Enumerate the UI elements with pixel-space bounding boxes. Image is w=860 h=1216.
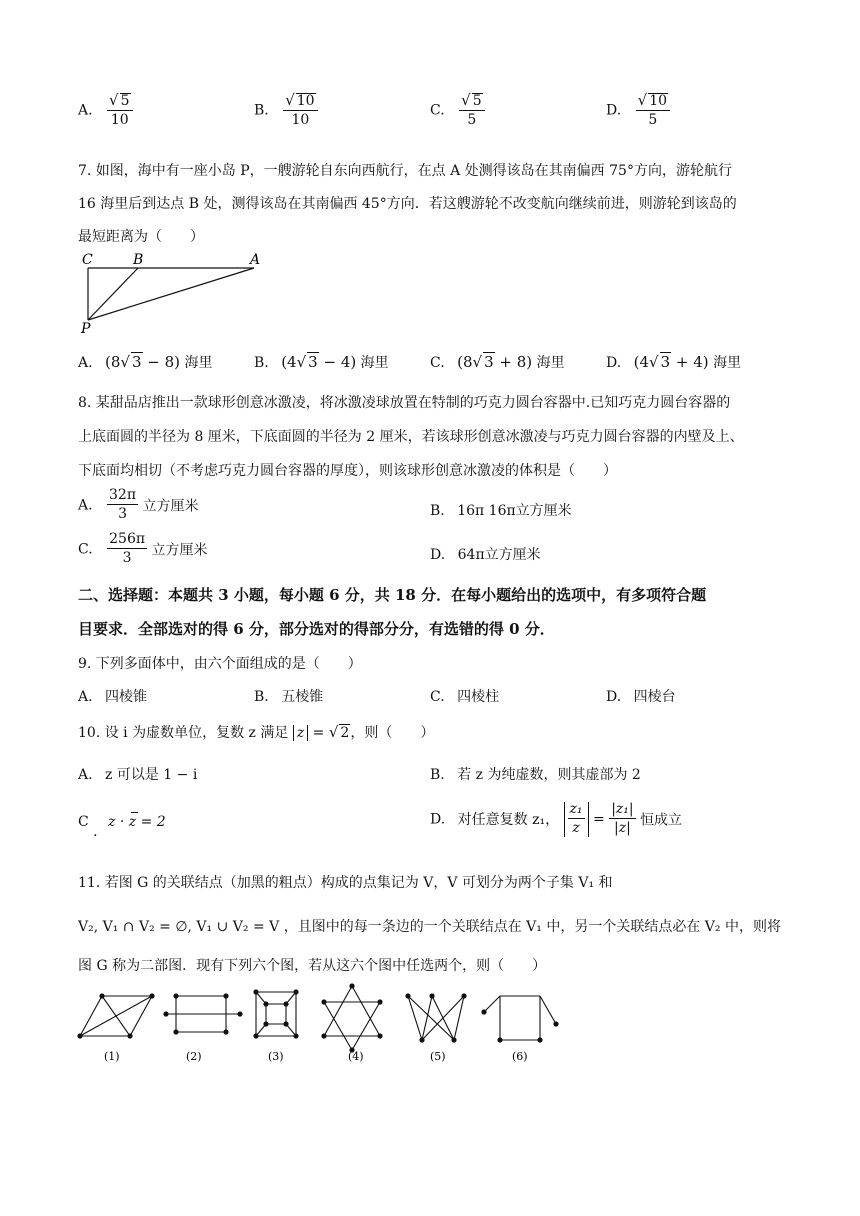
fraction xyxy=(107,488,138,523)
expr-post: − 8) xyxy=(142,353,181,371)
section-2-heading-line-1: 二、选择题：本题共 3 小题，每小题 6 分，共 18 分．在每小题给出的选项中，有多项符合题 xyxy=(78,586,707,604)
option-text: z 可以是 1 − i xyxy=(105,767,198,783)
fraction: $\frac{√ 10}{10}$ xyxy=(283,92,317,129)
fraction: $\frac{√ 5}{10}$ xyxy=(107,92,132,129)
q9-option-a xyxy=(78,686,147,706)
option-text: 64π立方厘米 xyxy=(457,547,541,563)
q9-stem: 9. 下列多面体中，由六个面组成的是（ ） xyxy=(78,656,362,672)
q6-option-b xyxy=(254,92,318,129)
option-label: B. xyxy=(254,102,269,119)
denominator: 3 xyxy=(122,550,132,567)
q7-option-c: C. (8√ 3 + 8) 海里 xyxy=(430,353,565,371)
sqrt-radicand: 10 xyxy=(649,93,668,109)
graph-3-label: (3) xyxy=(268,1050,284,1063)
option-text: z · z = 2 xyxy=(108,814,166,830)
q11-line-2: V₂, V₁ ∩ V₂ = ∅, V₁ ∪ V₂ = V ，且图中的每一条边的一个关联结点在 V₁ 中，另一个关联结点必在 V₂ 中，则将 xyxy=(78,919,781,935)
stem-text: 10. 设 i 为虚数单位，复数 z 满足 xyxy=(78,725,289,741)
q9-option-c xyxy=(430,686,499,706)
expr-post: − 4) xyxy=(318,353,357,371)
option-label: D. xyxy=(606,355,622,371)
option-label: D. xyxy=(606,689,622,705)
option-label: A. xyxy=(78,355,93,371)
abs-fraction-left xyxy=(564,802,589,837)
sqrt-radicand: 3 xyxy=(484,353,494,371)
q8-option-c xyxy=(78,532,208,567)
point-label-p: P xyxy=(81,321,91,336)
q8-line-3: 下底面均相切（不考虑巧克力圆台容器的厚度），则该球形创意冰激凌的体积是（ ） xyxy=(78,463,617,479)
option-label: D. xyxy=(430,547,446,563)
option-label: B. xyxy=(254,355,269,371)
sqrt-radicand: 5 xyxy=(472,93,482,109)
graph-6 xyxy=(481,996,558,1063)
expr-pre: (4 xyxy=(281,353,297,371)
graph-3 xyxy=(253,989,298,1063)
numerator: 32π xyxy=(107,488,138,505)
sqrt-radicand: 3 xyxy=(131,353,142,371)
denominator: z xyxy=(572,820,580,837)
expr-pre: (8 xyxy=(457,353,473,371)
q9-option-d xyxy=(606,686,676,706)
graph-2-label: (2) xyxy=(186,1050,202,1063)
q11-graphs xyxy=(70,980,570,1068)
option-label: C. xyxy=(430,689,445,705)
option-text: 若 z 为纯虚数，则其虚部为 2 xyxy=(457,767,641,783)
numerator: |z₁| xyxy=(609,802,635,819)
q8-line-2: 上底面圆的半径为 8 厘米，下底面圆的半径为 2 厘米，若该球形创意冰激凌与巧克力圆台容器的内壁及上、 xyxy=(78,429,744,445)
option-dot: . xyxy=(93,824,98,840)
q10-option-a xyxy=(78,764,197,784)
unit: 海里 xyxy=(713,355,742,371)
point-label-c: C xyxy=(82,252,93,268)
option-label: D. xyxy=(606,102,622,119)
graph-5 xyxy=(405,993,466,1063)
option-label: A. xyxy=(78,497,93,514)
graph-2 xyxy=(163,993,242,1063)
sqrt-radicand: 3 xyxy=(660,353,671,371)
unit: 海里 xyxy=(360,355,389,371)
q8-option-a xyxy=(78,488,198,523)
expr-pre: (4 xyxy=(633,353,650,371)
sqrt-radicand: 5 xyxy=(120,93,130,109)
fraction xyxy=(107,532,147,567)
fraction: $\frac{√ 10}{5}$ xyxy=(636,92,670,129)
option-label: C xyxy=(78,814,89,830)
q10-option-c xyxy=(78,814,166,840)
q7-figure xyxy=(76,248,276,336)
option-label: B. xyxy=(430,767,445,783)
expr-pre: (8 xyxy=(105,353,121,371)
q7-line-2: 16 海里后到达点 B 处，测得该岛在其南偏西 45°方向．若这艘游轮不改变航向继续前进，则游轮到该岛的 xyxy=(78,196,737,212)
numerator: 256π xyxy=(107,532,147,549)
option-label: A. xyxy=(78,102,93,119)
q7-line-3: 最短距离为（ ） xyxy=(78,229,204,245)
denominator: 5 xyxy=(467,112,477,129)
option-text: 对任意复数 z₁， xyxy=(457,812,560,829)
point-label-b: B xyxy=(133,252,144,268)
sqrt-radicand: 3 xyxy=(308,353,318,371)
sqrt-radicand: 2 xyxy=(340,725,350,741)
option-label: A. xyxy=(78,767,93,783)
q7-line-1: 7. 如图，海中有一座小岛 P，一艘游轮自东向西航行，在点 A 处测得该岛在其南偏西 75°方向，游轮航行 xyxy=(78,163,732,179)
option-label: C. xyxy=(78,541,93,558)
fraction-right xyxy=(609,802,635,837)
option-label: B. xyxy=(254,689,269,705)
graph-1 xyxy=(77,993,154,1063)
sqrt-radicand: 10 xyxy=(296,93,315,109)
option-tail: 恒成立 xyxy=(640,812,683,829)
graph-4-label: (4) xyxy=(348,1050,364,1063)
q6-option-a xyxy=(78,92,133,129)
expr-post: + 4) xyxy=(671,353,709,371)
graph-4 xyxy=(321,983,382,1063)
conjugate-bar xyxy=(131,812,138,813)
denominator: 10 xyxy=(110,112,129,129)
q11-line-3: 图 G 称为二部图．现有下列六个图，若从这六个图中任选两个，则（ ） xyxy=(78,958,547,974)
option-text: 16π 16π立方厘米 xyxy=(457,503,572,519)
option-text: 四棱台 xyxy=(633,689,676,705)
option-text: 五棱锥 xyxy=(281,689,324,705)
q10-option-b xyxy=(430,764,641,784)
q11-line-1: 11. 若图 G 的关联结点（加黑的粗点）构成的点集记为 V，V 可划分为两个子集 V₁ 和 xyxy=(78,875,613,891)
option-label: C. xyxy=(430,355,445,371)
unit: 海里 xyxy=(184,355,213,371)
denominator: 3 xyxy=(118,506,127,523)
fraction: $\frac{√ 5}{5}$ xyxy=(459,92,484,129)
q8-line-1: 8. 某甜品店推出一款球形创意冰激凌，将冰激凌球放置在特制的巧克力圆台容器中.已知巧克力圆台容器的 xyxy=(78,395,731,411)
graph-1-label: (1) xyxy=(104,1050,120,1063)
q8-option-b xyxy=(430,500,572,520)
option-text: 四棱柱 xyxy=(457,689,500,705)
q7-option-b: B. (4√ 3 − 4) 海里 xyxy=(254,353,389,371)
option-label: D. xyxy=(430,811,446,828)
q10-option-d: D. 对任意复数 z₁， $\frac{\text{z₁}}{z}$ = $\frac{\text{|z₁|}}{|z|}$ 恒成立 xyxy=(430,801,683,837)
q10-stem: 10. 设 i 为虚数单位，复数 z 满足 z = √ 2，则（ ） xyxy=(78,723,435,741)
q6-option-c xyxy=(430,92,485,129)
denominator: |z| xyxy=(613,820,631,837)
q7-option-d: D. (4√ 3 + 4) 海里 xyxy=(606,353,742,371)
numerator: z₁ xyxy=(568,802,585,819)
graph-6-label: (6) xyxy=(512,1050,528,1063)
option-label: A. xyxy=(78,689,93,705)
option-label: B. xyxy=(430,503,445,519)
q9-option-b xyxy=(254,686,323,706)
option-label: C. xyxy=(430,102,445,119)
graph-5-label: (5) xyxy=(430,1050,446,1063)
unit: 立方厘米 xyxy=(142,498,199,515)
expr-post: + 8) xyxy=(494,353,533,371)
stem-tail: ，则（ ） xyxy=(350,725,435,741)
q7-option-a: A. (8√ 3 − 8) 海里 xyxy=(78,353,213,371)
point-label-a: A xyxy=(250,252,261,268)
equals-sign: = xyxy=(308,725,329,741)
section-2-heading-line-2: 目要求．全部选对的得 6 分，部分选对的得部分分，有选错的得 0 分． xyxy=(78,620,555,638)
denominator: 5 xyxy=(648,112,658,129)
unit: 立方厘米 xyxy=(151,542,208,559)
q6-option-d xyxy=(606,92,670,129)
unit: 海里 xyxy=(536,355,565,371)
denominator: 10 xyxy=(291,112,310,129)
abs-value: z xyxy=(293,725,308,741)
q8-option-d xyxy=(430,544,541,564)
option-text: 四棱锥 xyxy=(105,689,148,705)
